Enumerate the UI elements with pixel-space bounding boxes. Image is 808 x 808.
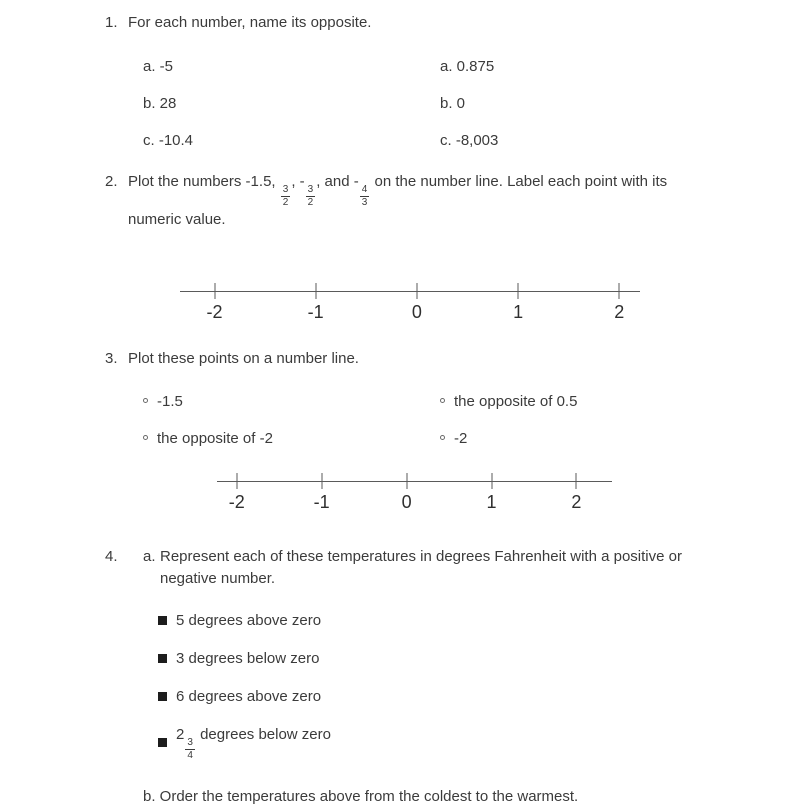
- point-label: the opposite of -2: [157, 430, 273, 448]
- answer-item-c-right: c. -8,003: [440, 131, 499, 149]
- number-line-1-axis: [180, 291, 640, 292]
- question-4a-items: [158, 610, 715, 762]
- tick-mark: [518, 283, 519, 299]
- question-1: [105, 12, 768, 151]
- tick-mark: [315, 283, 316, 299]
- fraction-numerator: 3: [282, 183, 289, 195]
- question-2-number: 2.: [105, 172, 118, 190]
- point-label: -1.5: [157, 393, 183, 411]
- question-1-answers: [143, 56, 768, 151]
- tick-label: -2: [228, 492, 245, 513]
- tick-label: 2: [614, 301, 625, 322]
- question-1-number: 1.: [105, 14, 118, 31]
- list-item: [143, 428, 440, 449]
- tick-mark: [576, 473, 577, 489]
- fraction-neg-4-3: [360, 184, 370, 209]
- tick-label: -1: [307, 301, 324, 322]
- fraction-3-2: [281, 184, 291, 209]
- list-item: [440, 428, 768, 449]
- fraction-neg-3-2: [306, 184, 316, 209]
- list-item: [158, 686, 715, 707]
- list-item: [158, 648, 715, 669]
- prompt-text-3: , and -: [316, 172, 359, 190]
- square-bullet-icon: [158, 692, 167, 701]
- square-bullet-icon: [158, 738, 167, 747]
- tick-label: 1: [486, 492, 497, 513]
- question-3-prompt: Plot these points on a number line.: [128, 349, 359, 367]
- prompt-text-2: , -: [291, 172, 305, 190]
- tick-label: 0: [411, 301, 422, 322]
- question-4a-prompt: Represent each of these temperatures in degrees Fahrenheit with a positive or negative number.: [160, 548, 682, 587]
- tick-label: 1: [513, 301, 524, 322]
- tick-mark: [491, 473, 492, 489]
- tick-mark: [321, 473, 322, 489]
- mixed-number-whole: 2: [176, 725, 185, 743]
- number-line-2-track: [217, 473, 612, 489]
- temperature-label-rest: degrees below zero: [195, 725, 331, 743]
- question-4b-prompt: b. Order the temperatures above from the coldest to the warmest.: [143, 787, 579, 805]
- list-item: [158, 610, 715, 631]
- answer-item-a-right: a. 0.875: [440, 57, 495, 75]
- number-line-1-labels: [180, 302, 640, 328]
- tick-label: 2: [571, 492, 582, 513]
- fraction-3-4: [185, 737, 195, 762]
- tick-label: -2: [206, 301, 223, 322]
- answer-item-b-right: b. 0: [440, 94, 466, 112]
- fraction-numerator: 3: [307, 183, 314, 195]
- temperature-label: 5 degrees above zero: [176, 611, 322, 629]
- fraction-denominator: 4: [187, 749, 193, 761]
- tick-mark: [619, 283, 620, 299]
- temperature-label: 3 degrees below zero: [176, 649, 320, 667]
- list-item: [158, 724, 715, 762]
- fraction-denominator: 2: [307, 196, 314, 208]
- fraction-denominator: 3: [361, 196, 368, 208]
- question-3-number: 3.: [105, 349, 118, 367]
- question-4a-label: a.: [143, 548, 156, 566]
- tick-mark: [214, 283, 215, 299]
- square-bullet-icon: [158, 654, 167, 663]
- tick-mark: [406, 473, 407, 489]
- number-line-1-track: [180, 283, 640, 299]
- fraction-numerator: 4: [361, 183, 368, 195]
- point-label: the opposite of 0.5: [454, 393, 578, 411]
- answer-item-c-left: c. -10.4: [143, 131, 194, 149]
- tick-label: 0: [401, 492, 412, 513]
- question-3: [105, 348, 768, 519]
- number-line-2-labels: [217, 492, 612, 518]
- tick-label: -1: [313, 492, 330, 513]
- list-item: [440, 391, 768, 412]
- circle-bullet-icon: [440, 398, 445, 403]
- question-4-number: 4.: [105, 548, 118, 566]
- circle-bullet-icon: [440, 435, 445, 440]
- question-4: [105, 546, 768, 807]
- temperature-label: [176, 724, 331, 762]
- square-bullet-icon: [158, 616, 167, 625]
- tick-mark: [236, 473, 237, 489]
- question-2: [105, 171, 768, 328]
- fraction-denominator: 2: [282, 196, 289, 208]
- circle-bullet-icon: [143, 435, 148, 440]
- list-item: [143, 391, 440, 412]
- circle-bullet-icon: [143, 398, 148, 403]
- tick-mark: [416, 283, 417, 299]
- question-2-prompt: [128, 171, 723, 231]
- question-3-points: [143, 391, 768, 449]
- number-line-2-axis: [217, 481, 612, 482]
- prompt-text-1: Plot the numbers -1.5,: [128, 172, 280, 190]
- question-1-prompt: For each number, name its opposite.: [128, 14, 372, 31]
- point-label: -2: [454, 430, 468, 448]
- fraction-numerator: 3: [187, 736, 193, 748]
- number-line-2: [217, 473, 612, 518]
- answer-item-a-left: a. -5: [143, 57, 174, 75]
- temperature-label: 6 degrees above zero: [176, 687, 322, 705]
- answer-item-b-left: b. 28: [143, 94, 177, 112]
- prompt-text-4: on the number line. Label each point with its numeric value.: [128, 172, 668, 228]
- number-line-1: [180, 283, 640, 328]
